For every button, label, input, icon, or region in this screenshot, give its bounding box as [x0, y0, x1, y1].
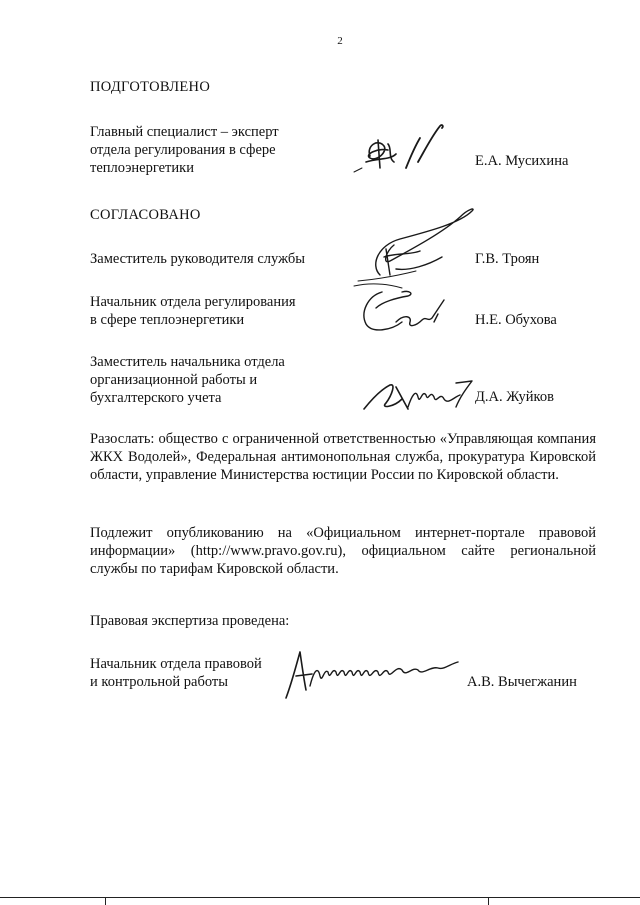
signature-musikhina-image [348, 118, 458, 180]
agreed-heading: СОГЛАСОВАНО [90, 207, 201, 223]
position-line: Начальник отдела правовой [90, 656, 262, 672]
signer-1-position [90, 250, 305, 268]
position-line: Главный специалист – эксперт [90, 124, 279, 140]
prepared-heading: ПОДГОТОВЛЕНО [90, 79, 211, 95]
legal-name: А.В. Вычегжанин [467, 674, 577, 690]
signature-troyan-image [350, 205, 480, 287]
legal-position [90, 655, 262, 691]
signer-3-position [90, 353, 285, 407]
position-line: отдела регулирования в сфере [90, 142, 276, 158]
prepared-position [90, 123, 279, 177]
signer-2-position [90, 293, 296, 329]
prepared-name: Е.А. Мусихина [475, 153, 569, 169]
bottom-rule-tick [488, 897, 489, 905]
position-line: и контрольной работы [90, 674, 228, 690]
page-number: 2 [337, 35, 343, 47]
position-line: Начальник отдела регулирования [90, 294, 296, 310]
signer-2-name: Н.Е. Обухова [475, 312, 557, 328]
position-line: Заместитель начальника отдела [90, 354, 285, 370]
position-line: организационной работы и [90, 372, 258, 388]
position-line: в сфере теплоэнергетики [90, 312, 245, 328]
position-line: Заместитель руководителя службы [90, 251, 306, 267]
bottom-rule [0, 897, 640, 898]
position-line: теплоэнергетики [90, 160, 194, 176]
distribution-paragraph: Разослать: общество с ограниченной ответственностью «Управляющая компания ЖКХ Водолей», Федеральная антимонопольная служба, прокуратура Кировской области, управление Министерства юстиции России по Кировской области. [90, 431, 596, 483]
position-line: бухгалтерского учета [90, 390, 222, 406]
publication-paragraph: Подлежит опубликованию на «Официальном интернет-портале правовой информации» (http://www.pravo.gov.ru), официальном сайте региональной службы по тарифам Кировской области. [90, 525, 596, 577]
signature-vychegzhanin-image [282, 642, 462, 704]
bottom-rule-tick [105, 897, 106, 905]
signer-3-name: Д.А. Жуйков [475, 389, 554, 405]
legal-review-statement: Правовая экспертиза проведена: [90, 613, 290, 629]
signer-1-name: Г.В. Троян [475, 251, 540, 267]
signature-zhuikov-image [360, 375, 480, 415]
signature-obukhova-image [352, 278, 462, 340]
